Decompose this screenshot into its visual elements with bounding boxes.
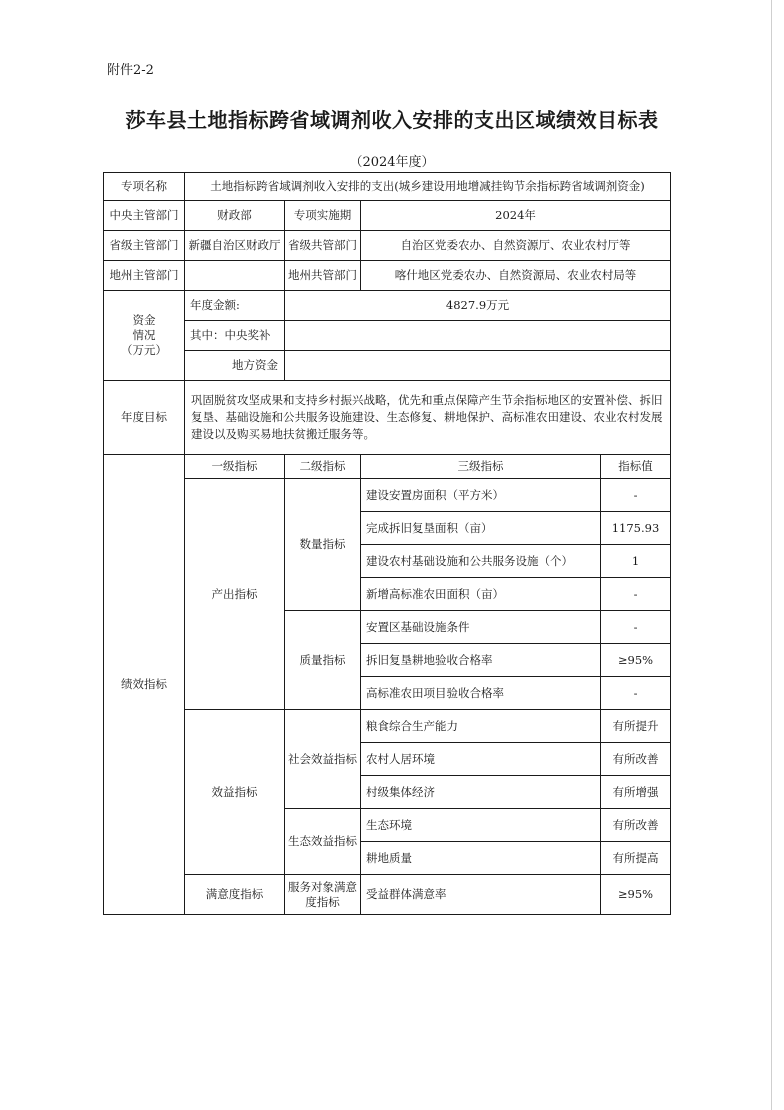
funds-label-line2: 情况 [132,328,156,342]
indicator-name: 安置区基础设施条件 [361,611,601,644]
indicator-value: 有所改善 [601,809,671,842]
indicator-value: 1 [601,545,671,578]
annual-goal-text: 巩固脱贫攻坚成果和支持乡村振兴战略，优先和重点保障产生节余指标地区的安置补偿、拆旧复垦、基础设施和公共服务设施建设、生态修复、耕地保护、高标准农田建设、农业农村发展建设以及购买易地扶贫搬迁服务等。 [185,381,671,455]
col-header-value: 指标值 [601,455,671,479]
social-benefit-label: 社会效益指标 [285,710,361,809]
project-name-value: 土地指标跨省域调剂收入安排的支出(城乡建设用地增减挂钩节余指标跨省域调剂资金) [185,173,671,201]
performance-target-table [103,172,671,915]
indicator-value: - [601,479,671,512]
output-indicator-label: 产出指标 [185,479,285,710]
indicator-name: 高标准农田项目验收合格率 [361,677,601,710]
col-header-level1: 一级指标 [185,455,285,479]
indicator-name: 新增高标准农田面积（亩） [361,578,601,611]
quantity-indicator-label: 数量指标 [285,479,361,611]
indicator-name: 粮食综合生产能力 [361,710,601,743]
indicator-value: 有所增强 [601,776,671,809]
provincial-dept-value: 新疆自治区财政厅 [185,231,285,261]
funds-label [104,291,185,381]
indicator-value: ≥95% [601,644,671,677]
eco-benefit-label: 生态效益指标 [285,809,361,875]
annual-amount-label: 年度金额: [185,291,285,321]
satisfaction-indicator-label: 满意度指标 [185,875,285,915]
funds-label-line1: 资金 [132,313,156,327]
central-subsidy-value [285,321,671,351]
project-name-label: 专项名称 [104,173,185,201]
indicator-name: 耕地质量 [361,842,601,875]
central-dept-value: 财政部 [185,201,285,231]
indicator-value: 有所改善 [601,743,671,776]
attachment-label: 附件2-2 [107,63,154,78]
indicator-name: 生态环境 [361,809,601,842]
annual-amount-value: 4827.9万元 [285,291,671,321]
col-header-level2: 二级指标 [285,455,361,479]
indicator-name: 建设农村基础设施和公共服务设施（个） [361,545,601,578]
service-satisfaction-label [285,875,361,915]
indicator-name: 受益群体满意率 [361,875,601,915]
prefecture-dept-value [185,261,285,291]
local-funds-label: 地方资金 [185,351,285,381]
provincial-dept-label: 省级主管部门 [104,231,185,261]
indicator-value: - [601,611,671,644]
prefecture-co-value: 喀什地区党委农办、自然资源局、农业农村局等 [361,261,671,291]
year-note: （2024年度） [349,155,435,170]
indicator-name: 完成拆旧复垦面积（亩） [361,512,601,545]
provincial-co-value: 自治区党委农办、自然资源厅、农业农村厅等 [361,231,671,261]
provincial-co-label: 省级共管部门 [285,231,361,261]
indicator-value: 1175.93 [601,512,671,545]
indicator-name: 拆旧复垦耕地验收合格率 [361,644,601,677]
period-label: 专项实施期 [285,201,361,231]
period-value: 2024年 [361,201,671,231]
service-satisfaction-line1: 服务对象满意 [288,879,357,894]
prefecture-co-label: 地州共管部门 [285,261,361,291]
indicator-value: ≥95% [601,875,671,915]
indicator-value: - [601,578,671,611]
funds-label-line3: （万元） [121,343,167,357]
indicator-name: 村级集体经济 [361,776,601,809]
prefecture-dept-label: 地州主管部门 [104,261,185,291]
indicator-value: - [601,677,671,710]
annual-goal-label: 年度目标 [104,381,185,455]
indicator-name: 农村人居环境 [361,743,601,776]
service-satisfaction-line2: 度指标 [305,894,340,909]
indicator-value: 有所提升 [601,710,671,743]
indicators-section-label: 绩效指标 [104,455,185,915]
page-title: 莎车县土地指标跨省域调剂收入安排的支出区域绩效目标表 [125,108,659,132]
indicator-value: 有所提高 [601,842,671,875]
quality-indicator-label: 质量指标 [285,611,361,710]
benefit-indicator-label: 效益指标 [185,710,285,875]
local-funds-value [285,351,671,381]
col-header-level3: 三级指标 [361,455,601,479]
indicator-name: 建设安置房面积（平方米） [361,479,601,512]
central-dept-label: 中央主管部门 [104,201,185,231]
central-subsidy-label: 其中：中央奖补 [185,321,285,351]
